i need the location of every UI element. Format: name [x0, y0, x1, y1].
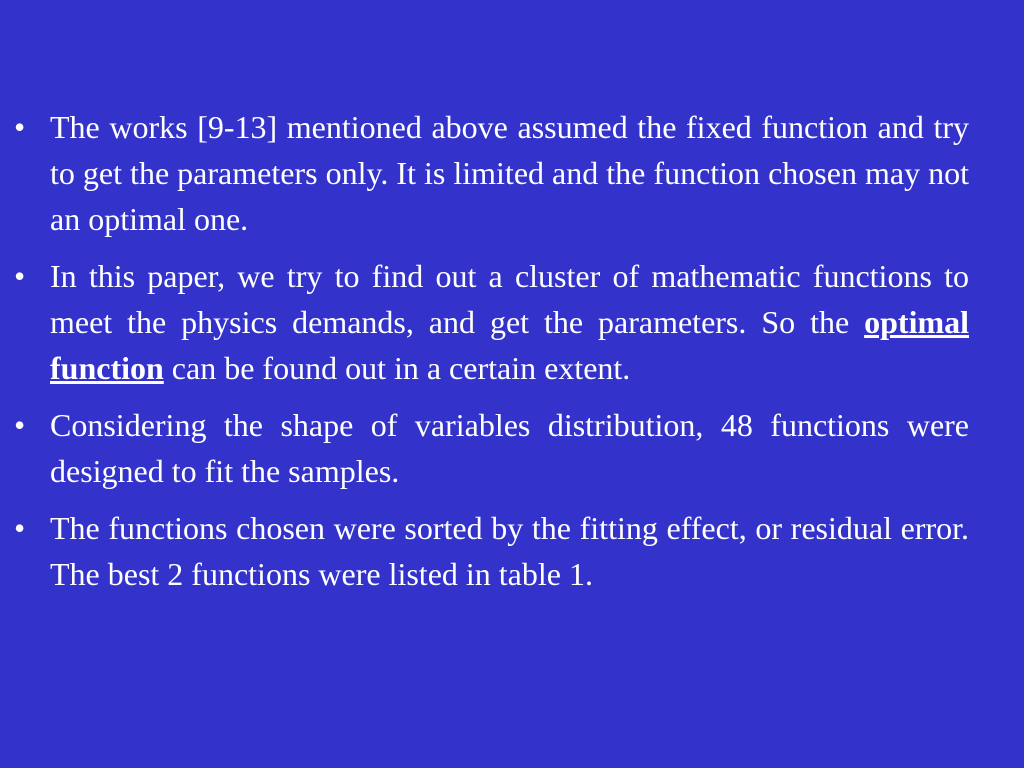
- bullet-text-after: can be found out in a certain extent.: [163, 350, 631, 386]
- bullet-list: [14, 104, 969, 608]
- emphasis-optimal-function: optimal function: [50, 304, 969, 386]
- bullet-item-sorted-functions: [14, 505, 969, 597]
- bullet-item-48-functions: [14, 402, 969, 494]
- bullet-item-cluster-functions: [14, 253, 969, 391]
- bullet-icon: •: [14, 407, 26, 443]
- bullet-icon: •: [14, 258, 26, 294]
- bullet-text: Considering the shape of variables distribution, 48 functions were designed to fit the samples.: [50, 407, 969, 489]
- bullet-icon: •: [14, 109, 26, 145]
- bullet-text: The works [9-13] mentioned above assumed the fixed function and try to get the parameters only. It is limited and the function chosen may not an optimal one.: [50, 109, 969, 237]
- bullet-icon: •: [14, 510, 26, 546]
- bullet-text: The functions chosen were sorted by the fitting effect, or residual error. The best 2 functions were listed in table 1.: [50, 510, 969, 592]
- bullet-text-before: In this paper, we try to find out a cluster of mathematic functions to meet the physics demands, and get the parameters. So the: [50, 258, 969, 340]
- bullet-item-fixed-function: [14, 104, 969, 242]
